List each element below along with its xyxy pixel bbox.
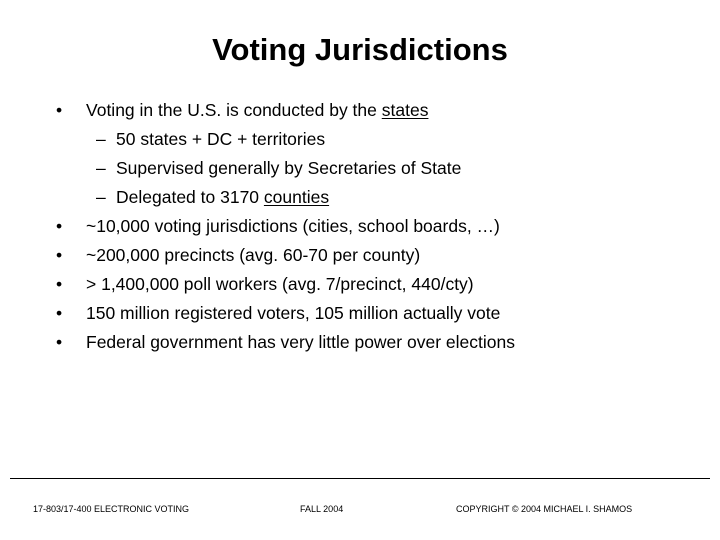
bullet-item [56,212,696,241]
bullet-marker: • [56,332,63,352]
sub-bullet-item [56,183,696,212]
bullet-text: ~10,000 voting jurisdictions (cities, school boards, …) [86,216,500,236]
sub-bullet-item [56,154,696,183]
slide-title: Voting Jurisdictions [212,32,508,67]
bullet-text: ~200,000 precincts (avg. 60-70 per county) [86,245,421,265]
dash-marker: – [96,187,106,207]
footer-divider [10,478,710,479]
bullet-text: Delegated to 3170 counties [116,187,330,207]
bullet-item [56,328,696,357]
bullet-text: Supervised generally by Secretaries of State [116,158,462,178]
bullet-marker: • [56,274,63,294]
underlined-word: states [381,100,429,120]
bullet-marker: • [56,245,63,265]
dash-marker: – [96,129,106,149]
footer-copyright: COPYRIGHT © 2004 MICHAEL I. SHAMOS [456,504,633,514]
bullet-item [56,241,696,270]
footer-course: 17-803/17-400 ELECTRONIC VOTING [33,504,190,514]
bullet-list [56,96,696,357]
bullet-marker: • [56,303,63,323]
sub-bullet-item [56,125,696,154]
bullet-text: 150 million registered voters, 105 million actually vote [86,303,501,323]
bullet-text: > 1,400,000 poll workers (avg. 7/precinct, 440/cty) [86,274,474,294]
footer-term: FALL 2004 [300,504,344,514]
bullet-item [56,299,696,328]
dash-marker: – [96,158,106,178]
underlined-word: counties [263,187,330,207]
bullet-text: Voting in the U.S. is conducted by the states [86,100,429,120]
bullet-marker: • [56,216,63,236]
bullet-marker: • [56,100,63,120]
bullet-text: 50 states + DC + territories [116,129,326,149]
bullet-item [56,270,696,299]
bullet-item [56,96,696,125]
bullet-text: Federal government has very little power over elections [86,332,515,352]
